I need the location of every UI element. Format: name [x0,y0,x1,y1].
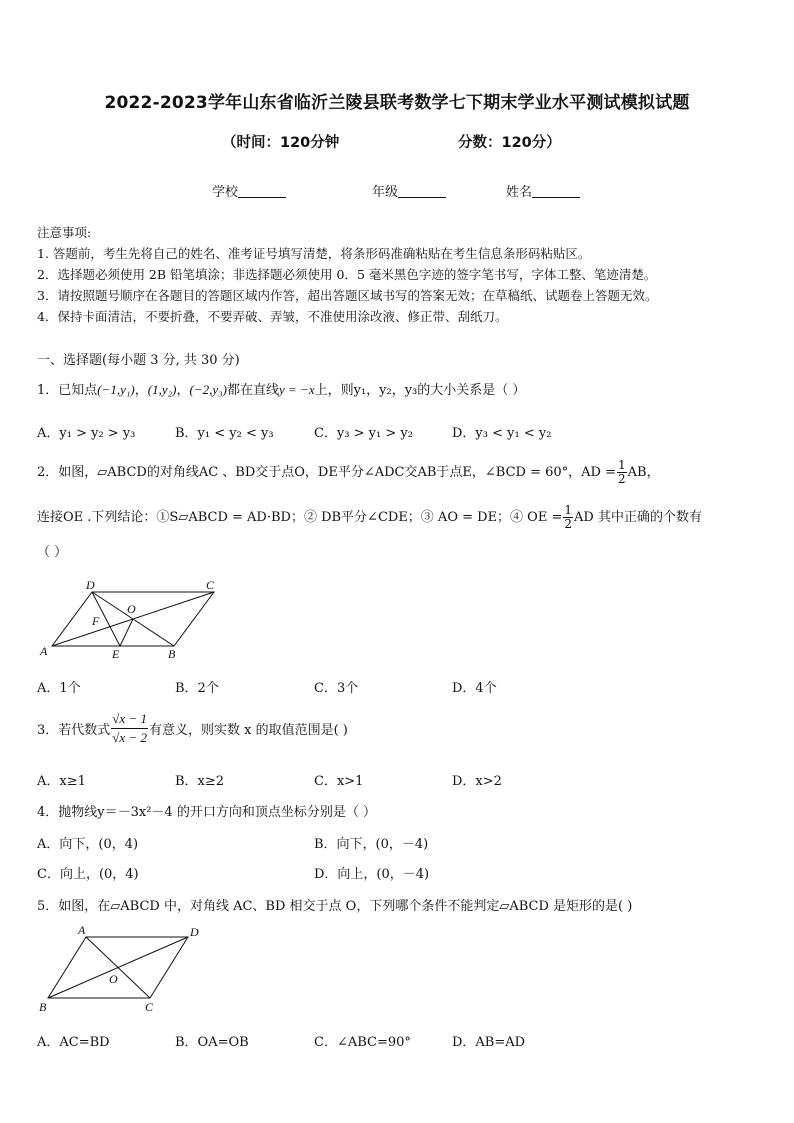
q2-parallelogram-figure [36,576,226,662]
name-blank [532,184,580,198]
q5-label: A [78,923,86,937]
q4-option-d: D．向上，(0，－4) [314,867,430,882]
section-heading: 一、选择题(每小题 3 分, 共 30 分) [37,353,240,368]
score-label: 分数：120分） [458,135,561,151]
q5-option-d: D．AB=AD [452,1035,526,1050]
q3-option-b: B．x≥2 [175,774,225,789]
q5-parallelogram-figure [36,922,206,1016]
note-item: 4．保持卡面清洁，不要折叠，不要弄破、弄皱，不准使用涂改液、修正带、刮纸刀。 [37,309,508,324]
q5-option-b: B．OA=OB [175,1035,249,1050]
name-label: 姓名 [506,185,533,200]
q2-line1-tail: AB， [627,465,660,480]
time-label: （时间：120分钟 [222,135,340,151]
question-1: 1．已知点(−1,y₁)，(1,y₂)，(−2,y₃)都在直线y = −x上，则y₁，y₂，y₃的大小关系是（ ） [37,382,526,398]
note-item: 1. 答题前，考生先将自己的姓名、准考证号填写清楚，将条形码准确粘贴在考生信息条形码粘贴区。 [37,246,591,261]
question-4: 4．抛物线y＝－3x²－4 的开口方向和顶点坐标分别是（ ） [37,805,376,820]
q2-line1: 2．如图，▱ABCD的对角线AC 、BD交于点O，DE平分∠ADC交AB于点E，∠BCD = 60°，AD = [37,465,617,480]
q1-line: y = −x [279,382,315,397]
page-title: 2022-2023学年山东省临沂兰陵县联考数学七下期末学业水平测试模拟试题 [104,93,690,113]
q3-option-c: C．x>1 [314,774,364,789]
grade-blank [398,184,446,198]
q2-option-a: A．1个 [37,681,81,696]
question-2-line-1 [37,459,660,486]
name-field [506,181,580,200]
q5-label: C [145,1000,154,1014]
q5-option-c: C．∠ABC=90° [314,1035,411,1050]
q3-prefix: 3．若代数式 [37,723,111,738]
q1-option-b: B．y₁ < y₂ < y₃ [175,426,274,441]
q5-label: B [39,1000,47,1014]
q1-suffix: 上，则y₁，y₂，y₃的大小关系是（ ） [314,383,526,398]
q2-label: E [112,647,120,661]
q3-suffix: 有意义，则实数 x 的取值范围是( ) [148,723,348,738]
school-label: 学校 [212,185,239,200]
q1-prefix: 1．已知点 [37,383,98,398]
q3-option-a: A．x≥1 [37,774,86,789]
q1-point-1: (−1,y₁) [97,382,135,397]
school-field [212,181,286,200]
q5-option-a: A．AC=BD [37,1035,110,1050]
q2-line2: 连接OE .下列结论：①S▱ABCD = AD·BD；② DB平分∠CDE；③ AO = DE；④ OE = [37,510,563,525]
question-3 [37,710,348,747]
note-item: 3．请按照题号顺序在各题目的答题区域内作答，超出答题区域书写的答案无效；在草稿纸、试题卷上答题无效。 [37,288,658,303]
grade-field [372,181,446,200]
q3-fraction: $\frac{√x - 1}{√x - 2}$ [112,711,147,745]
q4-option-c: C．向上，(0，4) [37,867,139,882]
q2-option-c: C．3个 [314,681,359,696]
q2-option-d: D．4个 [452,681,497,696]
q4-option-a: A．向下，(0，4) [37,837,139,852]
q2-fraction-1: $\frac{1}{2}$ [618,458,626,486]
q1-option-a: A．y₁ > y₂ > y₃ [37,426,136,441]
q1-option-d: D．y₃ < y₁ < y₂ [452,426,552,441]
q5-label: O [109,972,118,986]
q2-label: A [40,644,48,658]
note-item: 2．选择题必须使用 2B 铅笔填涂；非选择题必须使用 0．5 毫米黑色字迹的签字笔书写，字体工整、笔迹清楚。 [37,267,657,282]
q3-option-d: D．x>2 [452,774,502,789]
question-2-line-2 [37,504,702,531]
question-2-line-3: （ ） [37,545,68,560]
q1-mid: 都在直线 [226,383,279,398]
q2-label: F [92,614,100,628]
q2-label: C [206,578,215,592]
q2-option-b: B．2个 [175,681,219,696]
q1-option-c: C．y₃ > y₁ > y₂ [314,426,413,441]
q5-diagonal-bd [48,937,188,998]
q2-fraction-2: $\frac{1}{2}$ [564,503,572,531]
question-5: 5．如图，在▱ABCD 中，对角线 AC、BD 相交于点 O，下列哪个条件不能判定▱ABCD 是矩形的是( ) [37,899,633,914]
q2-label: D [86,578,95,592]
school-blank [238,184,286,198]
q2-label: O [127,602,136,616]
q2-label: B [168,647,176,661]
q2-line2-tail: AD 其中正确的个数有 [574,510,702,525]
q1-point-2: (1,y₂) [147,382,177,397]
q5-label: D [190,925,199,939]
grade-label: 年级 [372,185,399,200]
notes-heading: 注意事项: [37,225,92,240]
q4-option-b: B．向下，(0，－4) [314,837,429,852]
q1-point-3: (−2,y₃) [189,382,227,397]
